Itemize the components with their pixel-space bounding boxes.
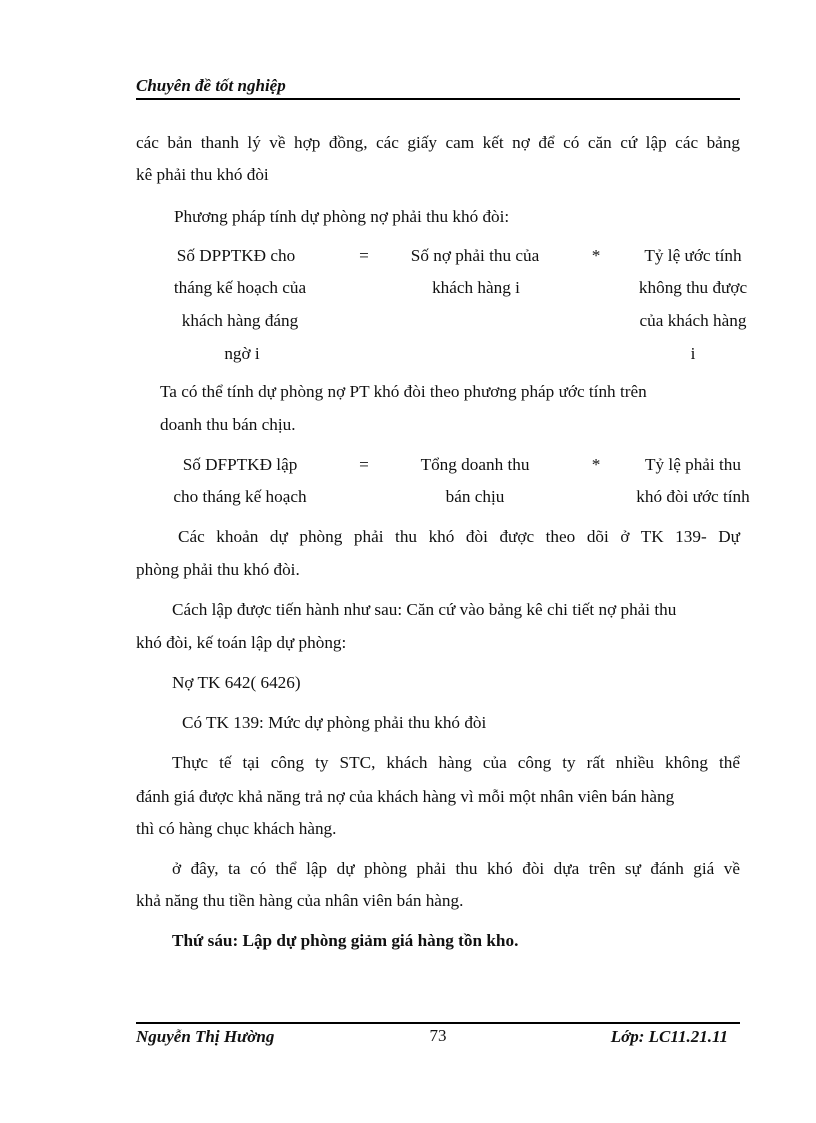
body-text-line: doanh thu bán chịu.	[160, 415, 296, 434]
formula-1-middle-line: Số nợ phải thu của	[410, 246, 540, 265]
body-text-line: Có TK 139: Mức dự phòng phải thu khó đòi	[182, 713, 487, 732]
page-number: 73	[429, 1026, 447, 1045]
body-text-line: Nợ TK 642( 6426)	[172, 673, 301, 692]
formula-2-right-line: Tỷ lệ phải thu	[645, 455, 741, 474]
formula-2-right-line: khó đòi ước tính	[636, 487, 750, 506]
body-text-line: Phương pháp tính dự phòng nợ phải thu khó đòi:	[174, 207, 510, 226]
formula-2-left-line: Số DFPTKĐ lập	[182, 455, 298, 474]
formula-1-right-line: của khách hàng	[639, 311, 747, 330]
formula-2-left-line: cho tháng kế hoạch	[173, 487, 307, 506]
body-text-line: Cách lập được tiến hành như sau: Căn cứ vào bảng kê chi tiết nợ phải thu	[172, 600, 677, 619]
footer-rule	[136, 1022, 740, 1024]
formula-1-right-line: không thu được	[638, 278, 748, 297]
section-heading: Thứ sáu: Lập dự phòng giảm giá hàng tồn kho.	[172, 931, 519, 950]
body-text-line: kê phải thu khó đòi	[136, 165, 269, 184]
formula-1-left-line: tháng kế hoạch của	[173, 278, 307, 297]
body-text-line: thì có hàng chục khách hàng.	[136, 819, 337, 838]
header-title: Chuyên đề tốt nghiệp	[136, 76, 286, 95]
formula-2-middle-line: bán chịu	[445, 487, 505, 506]
body-text-line: ở đây, ta có thể lập dự phòng phải thu khó đòi dựa trên sự đánh giá về	[172, 859, 740, 878]
formula-1-left-line: ngờ i	[224, 344, 260, 363]
formula-1-right-line: Tỷ lệ ước tính	[644, 246, 742, 265]
body-text-line: các bản thanh lý về hợp đồng, các giấy cam kết nợ để có căn cứ lập các bảng	[136, 133, 740, 152]
body-text-line: Các khoản dự phòng phải thu khó đòi được theo dõi ở TK 139- Dự	[178, 527, 740, 546]
formula-2-multiply: *	[591, 455, 601, 474]
header-rule	[136, 98, 740, 100]
formula-1-left-line: Số DPPTKĐ cho	[176, 246, 296, 265]
body-text-line: Ta có thể tính dự phòng nợ PT khó đòi theo phương pháp ước tính trên	[160, 382, 647, 401]
formula-1-multiply: *	[591, 246, 601, 265]
footer-class: Lớp: LC11.21.11	[610, 1027, 728, 1046]
formula-2-equals: =	[359, 455, 369, 474]
formula-1-left-line: khách hàng đáng	[181, 311, 299, 330]
body-text-line: phòng phải thu khó đòi.	[136, 560, 300, 579]
body-text-line: khả năng thu tiền hàng của nhân viên bán hàng.	[136, 891, 464, 910]
body-text-line: đánh giá được khả năng trả nợ của khách hàng vì mỗi một nhân viên bán hàng	[136, 787, 675, 806]
formula-1-middle-line: khách hàng i	[432, 278, 520, 297]
footer-author: Nguyễn Thị Hường	[136, 1027, 275, 1046]
formula-2-middle-line: Tổng doanh thu	[420, 455, 530, 474]
formula-1-equals: =	[359, 246, 369, 265]
formula-1-right-line: i	[690, 344, 696, 363]
body-text-line: khó đòi, kế toán lập dự phòng:	[136, 633, 347, 652]
body-text-line: Thực tế tại công ty STC, khách hàng của công ty rất nhiều không thể	[172, 753, 740, 772]
